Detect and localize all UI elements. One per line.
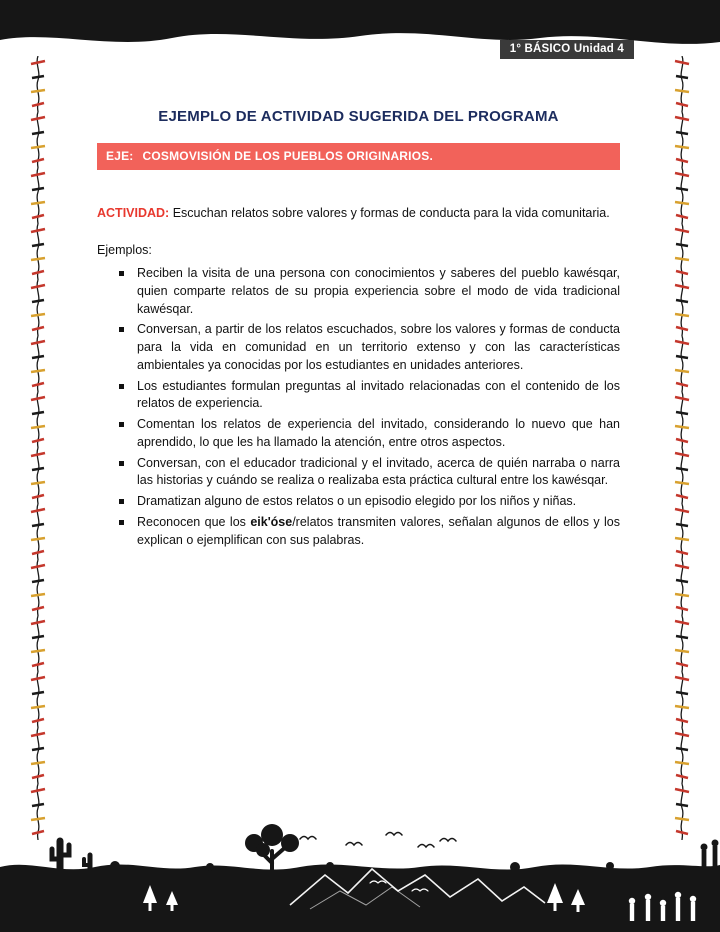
- eje-banner: [97, 143, 620, 170]
- list-item: [111, 378, 620, 414]
- list-item: [111, 416, 620, 452]
- list-item-text: /relatos transmiten valores, señalan algunos de ellos y los explican o ejemplifican con sus palabras.: [137, 514, 621, 547]
- page-title: EJEMPLO DE ACTIVIDAD SUGERIDA DEL PROGRAMA: [158, 108, 559, 125]
- top-band-decoration: [0, 0, 720, 70]
- footer-illustration: [0, 817, 720, 932]
- activity-label: ACTIVIDAD:: [97, 206, 170, 220]
- list-item: [111, 455, 620, 491]
- eje-label: EJE:: [106, 149, 134, 163]
- grade-unit-badge: 1° BÁSICO Unidad 4: [500, 40, 634, 59]
- bold-term: eik'óse: [250, 514, 293, 529]
- list-item-text: Reconocen que los: [137, 514, 251, 529]
- activity-line: [97, 204, 620, 222]
- list-item: [111, 265, 620, 318]
- list-item-text: Reciben la visita de una persona con conocimientos y saberes del pueblo kawésqar, quien comparte relatos de su propia experiencia sobre el modo de vida tradicional kawésqar.: [137, 266, 620, 316]
- list-item-text: Conversan, a partir de los relatos escuchados, sobre los valores y formas de conducta para la vida en comunidad en un territorio extenso y con las características ambientales ya conocidas por los estudiantes en unidades anteriores.: [137, 322, 620, 372]
- standing-figures-icon: [701, 840, 719, 868]
- list-item: [111, 514, 620, 550]
- activity-text: Escuchan relatos sobre valores y formas de conducta para la vida comunitaria.: [172, 206, 610, 220]
- list-item-text: Los estudiantes formulan preguntas al invitado relacionadas con el contenido de los relatos de experiencia.: [137, 378, 620, 411]
- birds-icon: [300, 833, 456, 848]
- list-item: [111, 493, 620, 511]
- list-item: [111, 321, 620, 374]
- examples-label: Ejemplos:: [97, 243, 152, 257]
- list-item-text: Dramatizan alguno de estos relatos o un episodio elegido por los niños y niñas.: [137, 494, 577, 508]
- list-item-text: Comentan los relatos de experiencia del invitado, considerando lo nuevo que han aprendido, lo que les ha llamado la atención, entre otros aspectos.: [137, 417, 620, 449]
- left-border-decoration: [28, 56, 48, 840]
- eje-text: COSMOVISIÓN DE LOS PUEBLOS ORIGINARIOS.: [142, 149, 433, 163]
- list-item-text: Conversan, con el educador tradicional y el invitado, acerca de quién narraba o narra las historias y cuándo se realiza o realizaba esta práctica cultural entre los kawésqar.: [137, 455, 620, 488]
- content-area: [97, 108, 620, 552]
- right-border-decoration: [672, 56, 692, 840]
- examples-list: [111, 265, 620, 549]
- cactus-icon: [52, 841, 90, 873]
